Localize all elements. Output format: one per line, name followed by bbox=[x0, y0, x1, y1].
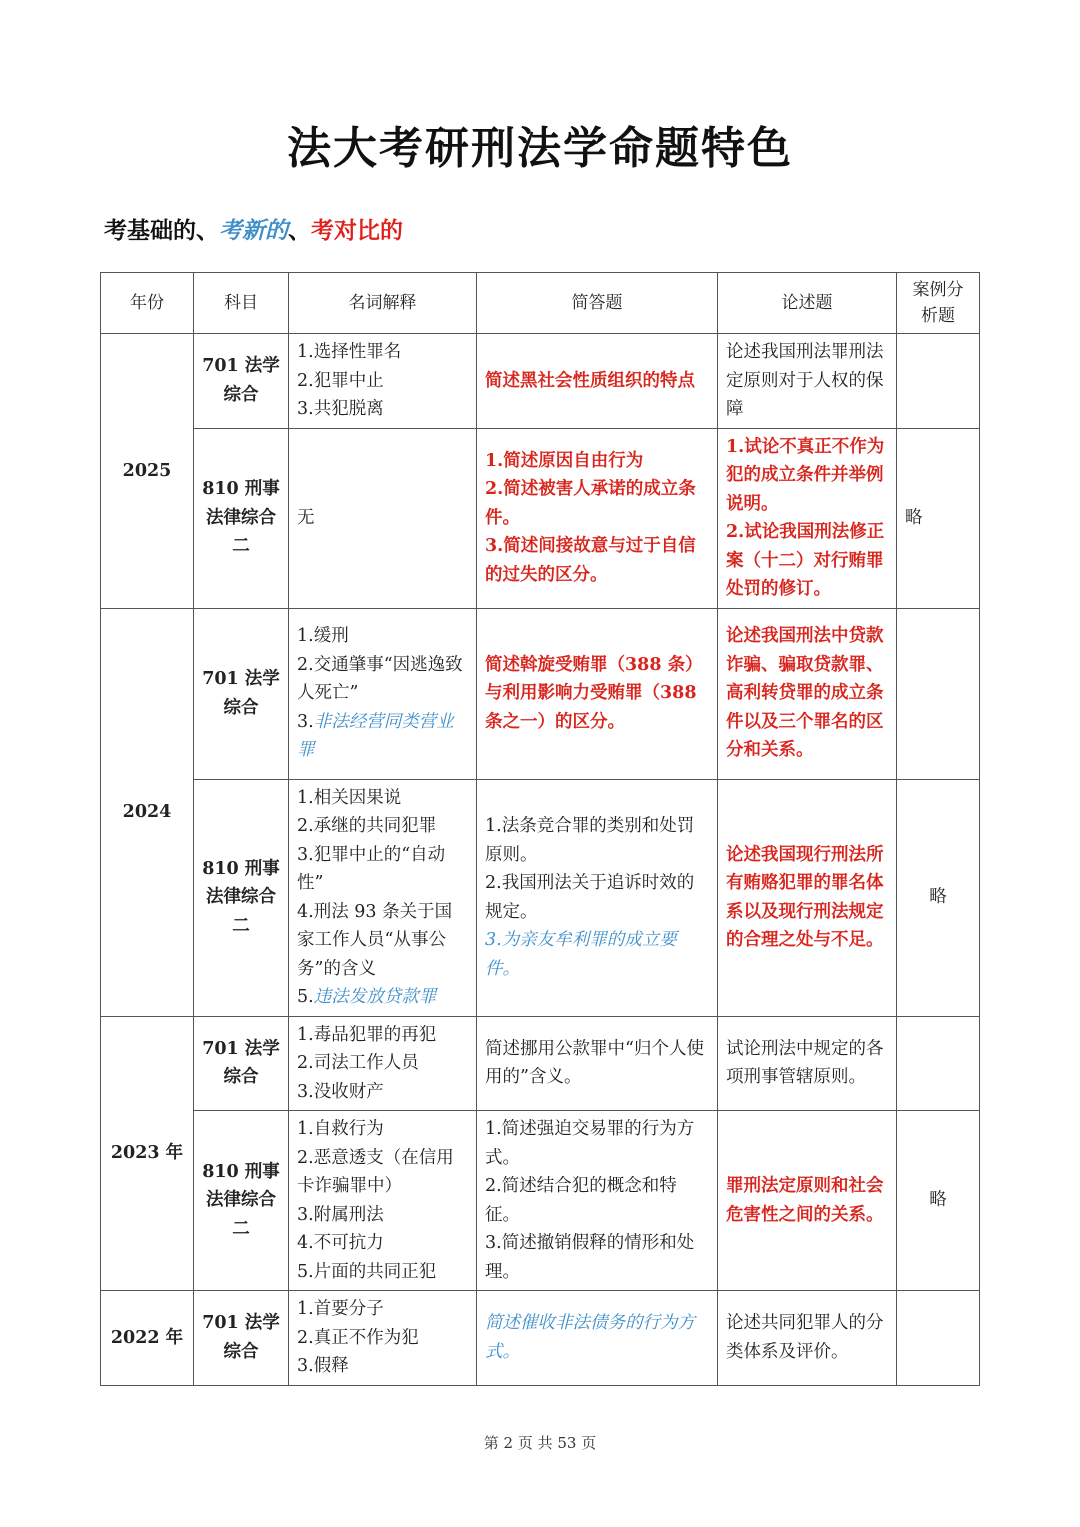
header-subject: 科目 bbox=[194, 273, 289, 334]
case-cell bbox=[897, 1291, 980, 1386]
subtitle-part4: 考对比的 bbox=[311, 218, 403, 244]
term-italic: 非法经营同类营业罪 bbox=[297, 711, 454, 761]
year-cell: 2022 年 bbox=[101, 1291, 194, 1386]
term-item: 3.没收财产 bbox=[297, 1081, 384, 1102]
header-short: 简答题 bbox=[477, 273, 718, 334]
table-row bbox=[101, 1016, 980, 1111]
terms-cell: 无 bbox=[289, 428, 477, 608]
short-cell: 简述斡旋受贿罪（388 条）与利用影响力受贿罪（388 条之一）的区分。 bbox=[477, 608, 718, 779]
term-item: 1.毒品犯罪的再犯 bbox=[297, 1024, 437, 1045]
essay-cell: 罪刑法定原则和社会危害性之间的关系。 bbox=[718, 1111, 897, 1291]
header-terms: 名词解释 bbox=[289, 273, 477, 334]
short-item: 3.简述撤销假释的情形和处理。 bbox=[485, 1233, 695, 1282]
subtitle-part3: 、 bbox=[288, 218, 311, 244]
short-cell bbox=[477, 779, 718, 1016]
table-row bbox=[101, 1291, 980, 1386]
subject-cell: 810 刑事法律综合二 bbox=[194, 1111, 289, 1291]
short-cell bbox=[477, 1111, 718, 1291]
terms-cell bbox=[289, 1111, 477, 1291]
term-item: 2.恶意透支（在信用卡诈骗罪中） bbox=[297, 1147, 454, 1196]
case-cell: 略 bbox=[897, 779, 980, 1016]
case-cell bbox=[897, 1016, 980, 1111]
short-cell: 简述挪用公款罪中“归个人使用的”含义。 bbox=[477, 1016, 718, 1111]
header-year: 年份 bbox=[101, 273, 194, 334]
short-item: 1.简述原因自由行为 bbox=[485, 450, 644, 471]
subject-cell: 810 刑事法律综合二 bbox=[194, 779, 289, 1016]
essay-cell: 论述我国刑法罪刑法定原则对于人权的保障 bbox=[718, 334, 897, 429]
short-item: 2.简述被害人承诺的成立条件。 bbox=[485, 479, 696, 528]
case-cell bbox=[897, 608, 980, 779]
essay-cell bbox=[718, 428, 897, 608]
term-item: 4.刑法 93 条关于国家工作人员“从事公务”的含义 bbox=[297, 901, 453, 979]
page-title: 法大考研刑法学命题特色 bbox=[287, 123, 793, 174]
term-item: 1.缓刑 bbox=[297, 626, 349, 647]
short-item: 1.简述强迫交易罪的行为方式。 bbox=[485, 1119, 695, 1168]
year-cell: 2023 年 bbox=[101, 1016, 194, 1291]
subject-cell: 701 法学综合 bbox=[194, 1016, 289, 1111]
subtitle-part2: 考新的 bbox=[219, 218, 288, 244]
subtitle bbox=[104, 212, 403, 245]
term-item: 3.附属刑法 bbox=[297, 1204, 384, 1225]
short-item-italic: 3.为亲友牟利罪的成立要件。 bbox=[485, 930, 677, 979]
short-cell bbox=[477, 428, 718, 608]
short-item: 3.简述间接故意与过于自信的过失的区分。 bbox=[485, 536, 696, 585]
term-item: 2.司法工作人员 bbox=[297, 1053, 419, 1073]
term-item: 1.相关因果说 bbox=[297, 787, 402, 808]
case-cell bbox=[897, 334, 980, 429]
essay-item: 1.试论不真正不作为犯的成立条件并举例说明。 bbox=[726, 436, 885, 514]
terms-cell bbox=[289, 1016, 477, 1111]
header-essay: 论述题 bbox=[718, 273, 897, 334]
essay-item: 2.试论我国刑法修正案（十二）对行贿罪处罚的修订。 bbox=[726, 522, 885, 599]
term-item: 2.承继的共同犯罪 bbox=[297, 816, 437, 836]
subject-cell: 701 法学综合 bbox=[194, 1291, 289, 1386]
page-footer: 第 2 页 共 53 页 bbox=[483, 1434, 597, 1452]
subtitle-part1: 考基础的、 bbox=[104, 218, 219, 244]
term-item: 3.犯罪中止的“自动性” bbox=[297, 844, 446, 893]
term-item: 2.交通肇事“因逃逸致人死亡” bbox=[297, 654, 463, 704]
short-item: 2.我国刑法关于追诉时效的规定。 bbox=[485, 873, 695, 922]
term-item: 1.首要分子 bbox=[297, 1299, 384, 1319]
term-item: 2.犯罪中止 bbox=[297, 370, 384, 391]
case-cell: 略 bbox=[897, 428, 980, 608]
table-row bbox=[101, 1111, 980, 1291]
header-case: 案例分析题 bbox=[897, 273, 980, 334]
short-item: 1.法条竞合罪的类别和处罚原则。 bbox=[485, 816, 695, 865]
term-item: 3.共犯脱离 bbox=[297, 399, 384, 419]
essay-cell: 论述共同犯罪人的分类体系及评价。 bbox=[718, 1291, 897, 1386]
term-prefix: 3. bbox=[297, 711, 314, 732]
subject-cell: 810 刑事法律综合二 bbox=[194, 428, 289, 608]
table-header-row bbox=[101, 273, 980, 334]
short-cell: 简述黑社会性质组织的特点 bbox=[477, 334, 718, 429]
year-cell: 2024 bbox=[101, 608, 194, 1016]
essay-cell: 试论刑法中规定的各项刑事管辖原则。 bbox=[718, 1016, 897, 1111]
subject-cell: 701 法学综合 bbox=[194, 608, 289, 779]
table-row bbox=[101, 428, 980, 608]
case-cell: 略 bbox=[897, 1111, 980, 1291]
subject-cell: 701 法学综合 bbox=[194, 334, 289, 429]
terms-cell bbox=[289, 779, 477, 1016]
term-item bbox=[297, 983, 468, 1012]
essay-cell: 论述我国现行刑法所有贿赂犯罪的罪名体系以及现行刑法规定的合理之处与不足。 bbox=[718, 779, 897, 1016]
term-item: 3.假释 bbox=[297, 1356, 349, 1376]
term-item: 5.片面的共同正犯 bbox=[297, 1261, 437, 1282]
term-item: 4.不可抗力 bbox=[297, 1233, 384, 1253]
term-italic: 违法发放贷款罪 bbox=[313, 987, 437, 1007]
exam-table bbox=[100, 272, 980, 1386]
term-item: 1.选择性罪名 bbox=[297, 342, 402, 362]
short-cell: 简述催收非法债务的行为方式。 bbox=[477, 1291, 718, 1386]
terms-cell bbox=[289, 334, 477, 429]
terms-cell bbox=[289, 608, 477, 779]
year-cell: 2025 bbox=[101, 334, 194, 609]
term-item bbox=[297, 708, 468, 765]
term-prefix: 5. bbox=[297, 987, 314, 1007]
table-row bbox=[101, 779, 980, 1016]
table-row bbox=[101, 608, 980, 779]
essay-cell: 论述我国刑法中贷款诈骗、骗取贷款罪、高利转贷罪的成立条件以及三个罪名的区分和关系。 bbox=[718, 608, 897, 779]
terms-cell bbox=[289, 1291, 477, 1386]
table-row bbox=[101, 334, 980, 429]
short-item: 2.简述结合犯的概念和特征。 bbox=[485, 1176, 677, 1225]
term-item: 2.真正不作为犯 bbox=[297, 1327, 419, 1348]
term-item: 1.自救行为 bbox=[297, 1119, 384, 1139]
